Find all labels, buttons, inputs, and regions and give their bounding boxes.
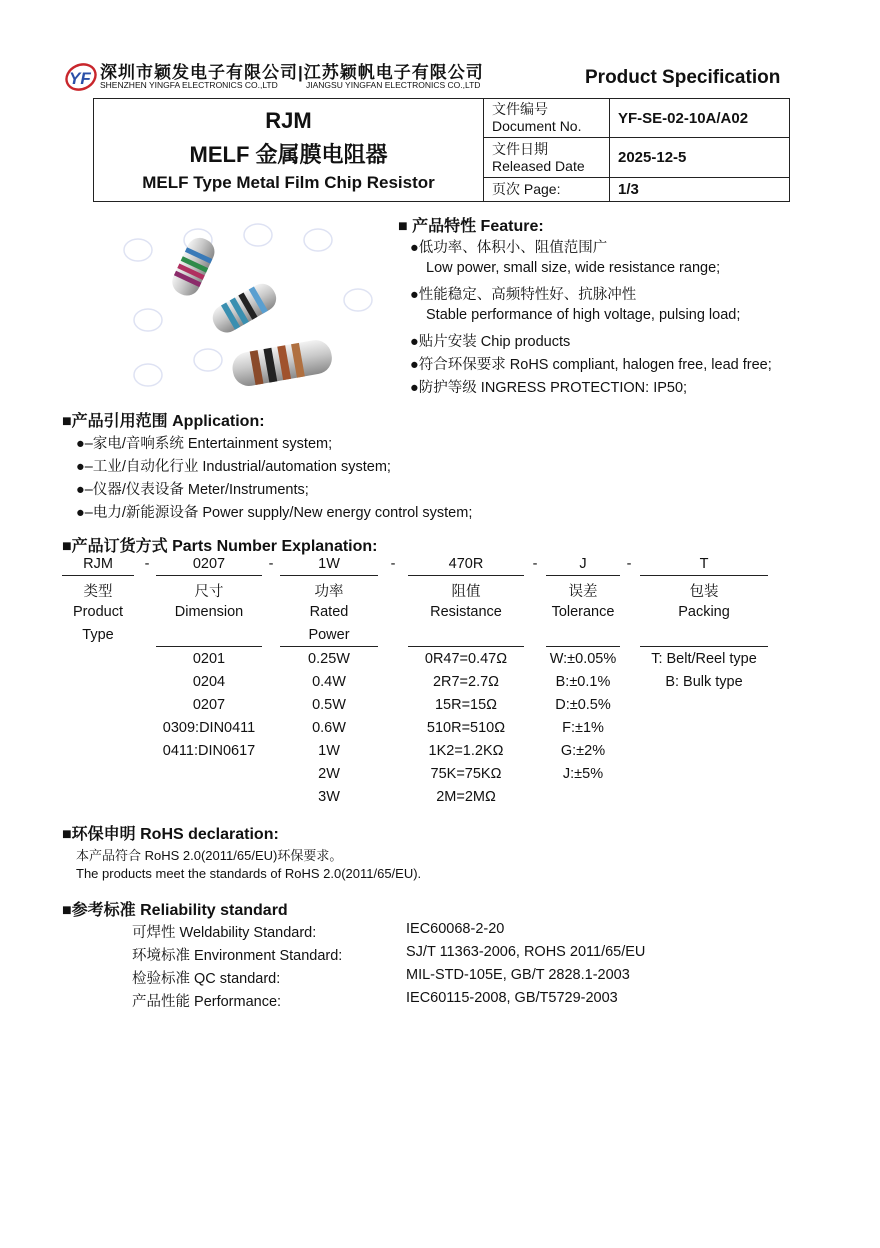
product-name-en: MELF Type Metal Film Chip Resistor bbox=[142, 172, 435, 192]
application-item: ●–电力/新能源设备 Power supply/New energy control system; bbox=[76, 505, 473, 521]
product-name-cn: MELF 金属膜电阻器 bbox=[189, 141, 388, 167]
product-title-cell bbox=[94, 99, 484, 202]
packing-value: T: Belt/Reel type bbox=[651, 651, 757, 667]
tolerance-label-cn: 误差 bbox=[568, 584, 598, 600]
power-value: 0.4W bbox=[312, 674, 346, 690]
reliability-label: 检验标准 QC standard: bbox=[132, 971, 281, 987]
resistor-image-3 bbox=[230, 338, 334, 389]
packing-label-cn: 包装 bbox=[689, 584, 719, 600]
resistance-value: 1K2=1.2KΩ bbox=[428, 743, 504, 759]
parts-heading: ■产品订货方式 Parts Number Explanation: bbox=[62, 538, 378, 555]
type-label-cn: 类型 bbox=[83, 584, 113, 600]
divider bbox=[546, 575, 620, 576]
company-name-cn: 深圳市颖发电子有限公司|江苏颖帆电子有限公司 bbox=[100, 63, 484, 82]
type-label-en: Type bbox=[82, 627, 114, 643]
code-resistance: 470R bbox=[448, 556, 484, 572]
power-value: 0.5W bbox=[312, 697, 346, 713]
tolerance-value: W:±0.05% bbox=[549, 651, 617, 667]
company-logo bbox=[64, 60, 98, 94]
code-packing: T bbox=[699, 556, 709, 572]
code-dash: - bbox=[144, 556, 150, 572]
resistance-value: 75K=75KΩ bbox=[430, 766, 502, 782]
dimension-value: 0309:DIN0411 bbox=[162, 720, 256, 736]
tolerance-value: G:±2% bbox=[560, 743, 606, 759]
page-label: 页次 Page: bbox=[484, 177, 610, 201]
feature-heading: ■ 产品特性 Feature: bbox=[398, 218, 544, 235]
tolerance-value: B:±0.1% bbox=[555, 674, 611, 690]
page-value: 1/3 bbox=[610, 177, 790, 201]
type-label-en: Product bbox=[73, 604, 123, 620]
dimension-value: 0204 bbox=[192, 674, 226, 690]
tolerance-value: D:±0.5% bbox=[555, 697, 611, 713]
power-value: 0.25W bbox=[308, 651, 350, 667]
reliability-heading: ■参考标准 Reliability standard bbox=[62, 902, 288, 919]
doc-no-value: YF-SE-02-10A/A02 bbox=[610, 99, 790, 138]
packing-value: B: Bulk type bbox=[665, 674, 743, 690]
resistance-value: 510R=510Ω bbox=[426, 720, 506, 736]
power-value: 1W bbox=[318, 743, 340, 759]
feature-line: ●性能稳定、高频特性好、抗脉冲性 bbox=[410, 287, 637, 303]
doc-type: Product Specification bbox=[585, 67, 781, 88]
application-item: ●–工业/自动化行业 Industrial/automation system; bbox=[76, 459, 391, 475]
code-dash: - bbox=[532, 556, 538, 572]
resistance-value: 2R7=2.7Ω bbox=[432, 674, 500, 690]
date-label: 文件日期 Released Date bbox=[484, 138, 610, 177]
reliability-value: SJ/T 11363-2006, ROHS 2011/65/EU bbox=[406, 944, 646, 960]
reliability-label: 可焊性 Weldability Standard: bbox=[132, 925, 317, 941]
resistance-value: 15R=15Ω bbox=[434, 697, 498, 713]
feature-line: Stable performance of high voltage, pulsing load; bbox=[426, 307, 741, 323]
feature-line: Low power, small size, wide resistance range; bbox=[426, 260, 721, 276]
resistance-value: 0R47=0.47Ω bbox=[424, 651, 508, 667]
logo-text: YF bbox=[69, 69, 91, 88]
product-photo bbox=[108, 210, 388, 395]
power-label-cn: 功率 bbox=[314, 584, 344, 600]
power-value: 3W bbox=[318, 789, 340, 805]
product-model: RJM bbox=[265, 107, 312, 133]
code-dash: - bbox=[268, 556, 274, 572]
tolerance-value: J:±5% bbox=[562, 766, 604, 782]
resistance-label-en: Resistance bbox=[430, 604, 502, 620]
dimension-label-en: Dimension bbox=[174, 604, 244, 620]
divider bbox=[408, 575, 524, 576]
code-tolerance: J bbox=[579, 556, 587, 572]
dimension-value: 0207 bbox=[192, 697, 226, 713]
feature-line: ●贴片安装 Chip products bbox=[410, 334, 571, 350]
tolerance-value: F:±1% bbox=[562, 720, 604, 736]
reliability-label: 环境标准 Environment Standard: bbox=[132, 948, 343, 964]
divider bbox=[280, 646, 378, 647]
power-value: 0.6W bbox=[312, 720, 346, 736]
code-dimension: 0207 bbox=[192, 556, 226, 572]
doc-no-label: 文件编号 Document No. bbox=[484, 99, 610, 138]
feature-line: ●防护等级 INGRESS PROTECTION: IP50; bbox=[410, 380, 688, 396]
tolerance-label-en: Tolerance bbox=[551, 604, 615, 620]
dimension-value: 0201 bbox=[192, 651, 226, 667]
code-dash: - bbox=[390, 556, 396, 572]
feature-line: ●符合环保要求 RoHS compliant, halogen free, lead free; bbox=[410, 357, 772, 373]
company-name-en-1: SHENZHEN YINGFA ELECTRONICS CO.,LTD bbox=[100, 80, 278, 90]
divider bbox=[546, 646, 620, 647]
divider bbox=[640, 646, 768, 647]
divider bbox=[62, 575, 134, 576]
dimension-value: 0411:DIN0617 bbox=[162, 743, 256, 759]
power-label-en: Power bbox=[308, 627, 350, 643]
resistor-image-2 bbox=[208, 279, 281, 337]
application-item: ●–仪器/仪表设备 Meter/Instruments; bbox=[76, 482, 309, 498]
feature-line: ●低功率、体积小、阻值范围广 bbox=[410, 240, 608, 256]
reliability-value: MIL-STD-105E, GB/T 2828.1-2003 bbox=[406, 967, 630, 983]
reliability-value: IEC60068-2-20 bbox=[406, 921, 505, 937]
divider bbox=[408, 646, 524, 647]
resistance-value: 2M=2MΩ bbox=[436, 789, 496, 805]
application-heading: ■产品引用范围 Application: bbox=[62, 413, 265, 430]
resistor-image-1 bbox=[168, 234, 219, 300]
resistance-label-cn: 阻值 bbox=[451, 584, 481, 600]
divider bbox=[640, 575, 768, 576]
code-power: 1W bbox=[318, 556, 340, 572]
rohs-heading: ■环保申明 RoHS declaration: bbox=[62, 826, 279, 843]
packing-label-en: Packing bbox=[678, 604, 730, 620]
date-value: 2025-12-5 bbox=[610, 138, 790, 177]
application-item: ●–家电/音响系统 Entertainment system; bbox=[76, 436, 333, 452]
dimension-label-cn: 尺寸 bbox=[194, 584, 224, 600]
rohs-line-en: The products meet the standards of RoHS 2.0(2011/65/EU). bbox=[76, 866, 422, 881]
divider bbox=[280, 575, 378, 576]
company-name-en-2: JIANGSU YINGFAN ELECTRONICS CO.,LTD bbox=[306, 80, 481, 90]
code-type: RJM bbox=[83, 556, 113, 572]
power-label-en: Rated bbox=[309, 604, 349, 620]
power-value: 2W bbox=[318, 766, 340, 782]
reliability-value: IEC60115-2008, GB/T5729-2003 bbox=[406, 990, 618, 1006]
reliability-label: 产品性能 Performance: bbox=[132, 994, 282, 1010]
divider bbox=[156, 646, 262, 647]
rohs-line-cn: 本产品符合 RoHS 2.0(2011/65/EU)环保要求。 bbox=[76, 848, 343, 863]
divider bbox=[156, 575, 262, 576]
code-dash: - bbox=[626, 556, 632, 572]
title-block bbox=[93, 98, 790, 202]
